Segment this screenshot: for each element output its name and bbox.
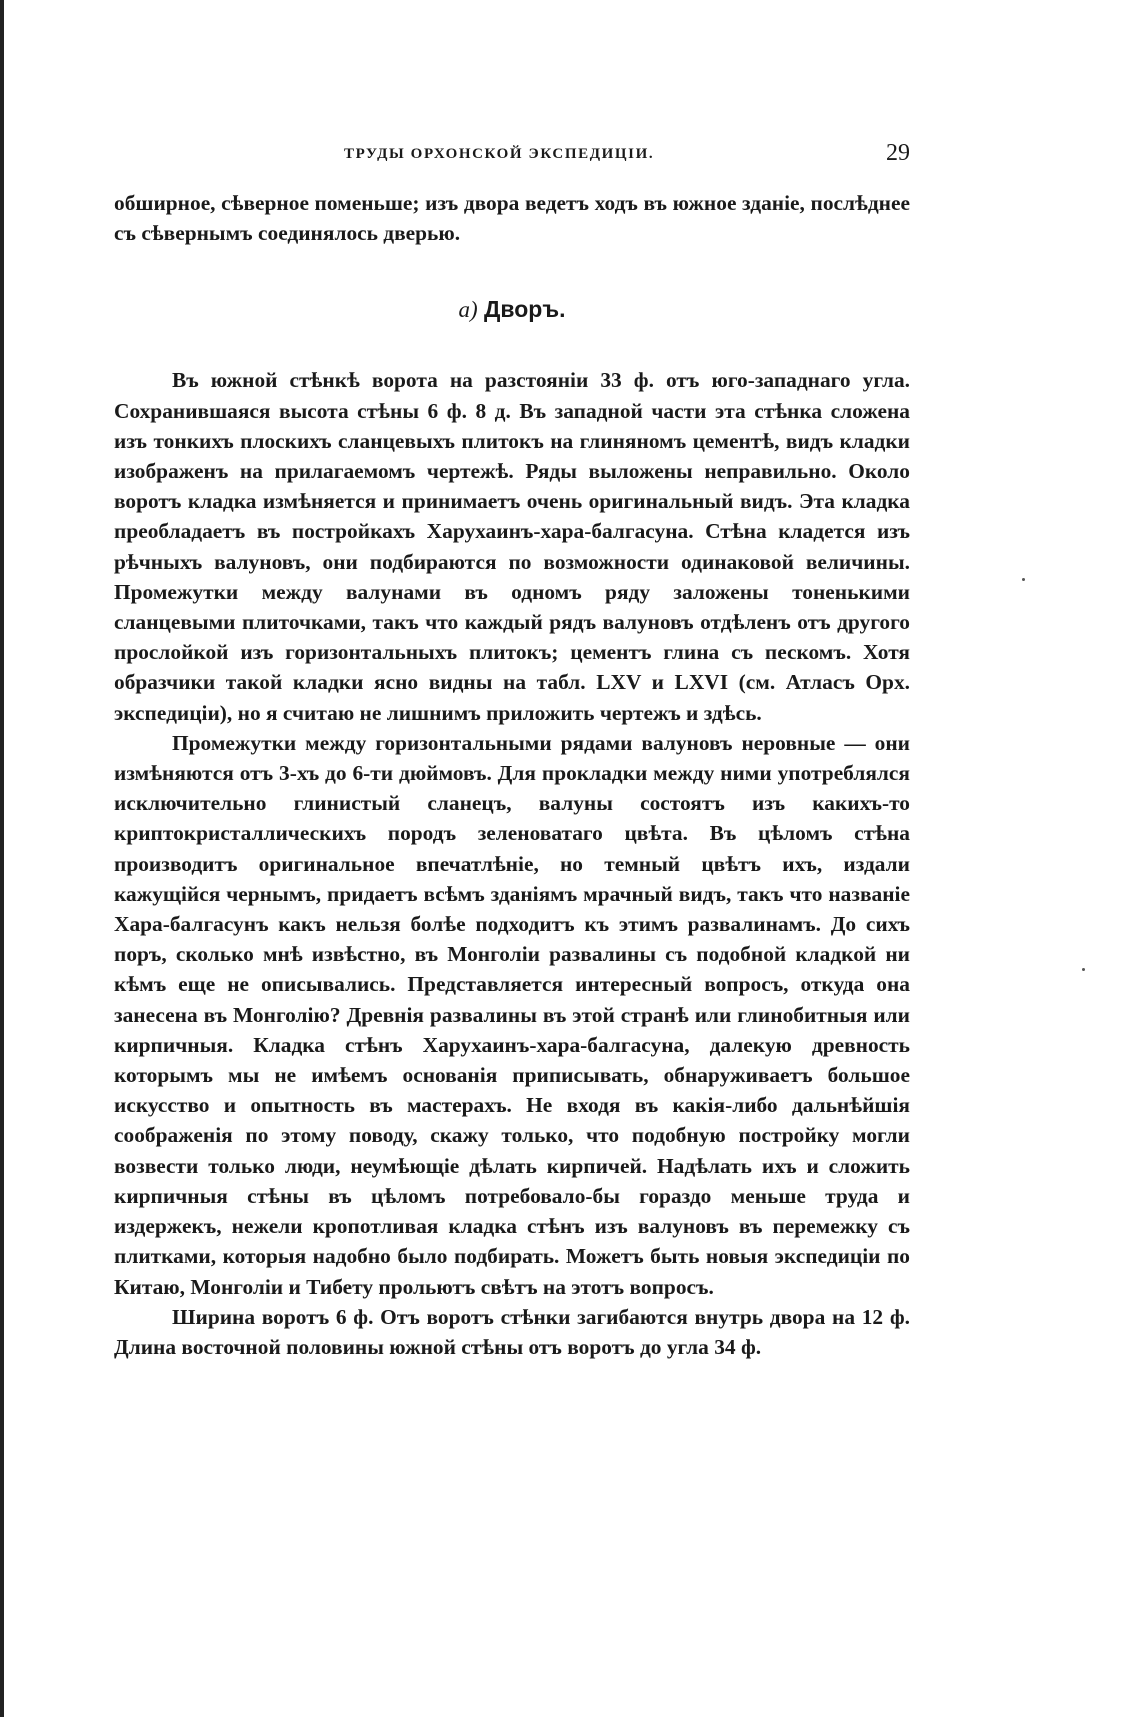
running-head: [114, 140, 910, 176]
section-letter: a): [458, 297, 478, 323]
scan-speck: [1082, 968, 1085, 971]
intro-paragraph: обширное, сѣверное поменьше; изъ двора ведетъ ходъ въ южное зданіе, послѣднее съ сѣвернымъ соединялось дверью.: [114, 191, 910, 246]
section-heading: [114, 296, 910, 323]
section-title: Дворъ.: [484, 296, 566, 323]
page-body: [114, 140, 910, 1362]
scan-speck: [1022, 578, 1025, 581]
body-paragraph: Промежутки между горизонтальными рядами валуновъ неровные — они измѣняются отъ 3-хъ до 6-ти дюймовъ. Для прокладки между ними употреблялся исключительно глинистый сланецъ, валуны состоятъ изъ какихъ-то криптокристаллическихъ породъ зеленоватаго цвѣта. Въ цѣломъ стѣна производитъ оригинальное впечатлѣніе, но темный цвѣтъ ихъ, издали кажущійся чернымъ, придаетъ всѣмъ зданіямъ мрачный видъ, такъ что названіе Хара-балгасунъ какъ нельзя болѣе подходитъ къ этимъ развалинамъ. До сихъ поръ, сколько мнѣ извѣстно, въ Монголіи развалины съ подобной кладкой ни кѣмъ еще не описывались. Представляется интересный вопросъ, откуда она занесена въ Монголію? Древнія развалины въ этой странѣ или глинобитныя или кирпичныя. Кладка стѣнъ Харухаинъ-хара-балгасуна, далекую древность которымъ мы не имѣемъ основанія приписывать, обнаруживаетъ большое искусство и опытность въ мастерахъ. Не входя въ какія-либо дальнѣйшія соображенія по этому поводу, скажу только, что подобную постройку могли возвести только люди, неумѣющіе дѣлать кирпичей. Надѣлать ихъ и сложить кирпичныя стѣны въ цѣломъ потребовало-бы гораздо меньше труда и издержекъ, нежели кропотливая кладка стѣнъ изъ валуновъ въ перемежку съ плитками, которыя надобно было подбирать. Можетъ быть новыя экспедиціи по Китаю, Монголіи и Тибету прольютъ свѣтъ на этотъ вопросъ.: [114, 730, 910, 1299]
page-number: 29: [886, 140, 910, 166]
running-title: ТРУДЫ ОРХОНСКОЙ ЭКСПЕДИЦІИ.: [344, 146, 655, 162]
body-paragraph: Ширина воротъ 6 ф. Отъ воротъ стѣнки загибаются внутрь двора на 12 ф. Длина восточной половины южной стѣны отъ воротъ до угла 34 ф.: [114, 1304, 910, 1359]
body-paragraph: Въ южной стѣнкѣ ворота на разстояніи 33 ф. отъ юго-западнаго угла. Сохранившаяся высота стѣны 6 ф. 8 д. Въ западной части эта стѣнка сложена изъ тонкихъ плоскихъ сланцевыхъ плитокъ на глиняномъ цементѣ, видъ кладки изображенъ на прилагаемомъ чертежѣ. Ряды выложены неправильно. Около воротъ кладка измѣняется и принимаетъ очень оригинальный видъ. Эта кладка преобладаетъ въ постройкахъ Харухаинъ-хара-балгасуна. Стѣна кладется изъ рѣчныхъ валуновъ, они подбираются по возможности одинаковой величины. Промежутки между валунами въ одномъ ряду заложены тоненькими сланцевыми плиточками, такъ что каждый рядъ валуновъ отдѣленъ отъ другого прослойкой изъ горизонтальныхъ плитокъ; цементъ глина съ пескомъ. Хотя образчики такой кладки ясно видны на табл. LXV и LXVI (см. Атласъ Орх. экспедиціи), но я считаю не лишнимъ приложить чертежъ и здѣсь.: [114, 368, 910, 725]
scan-edge-shadow: [0, 0, 4, 1717]
